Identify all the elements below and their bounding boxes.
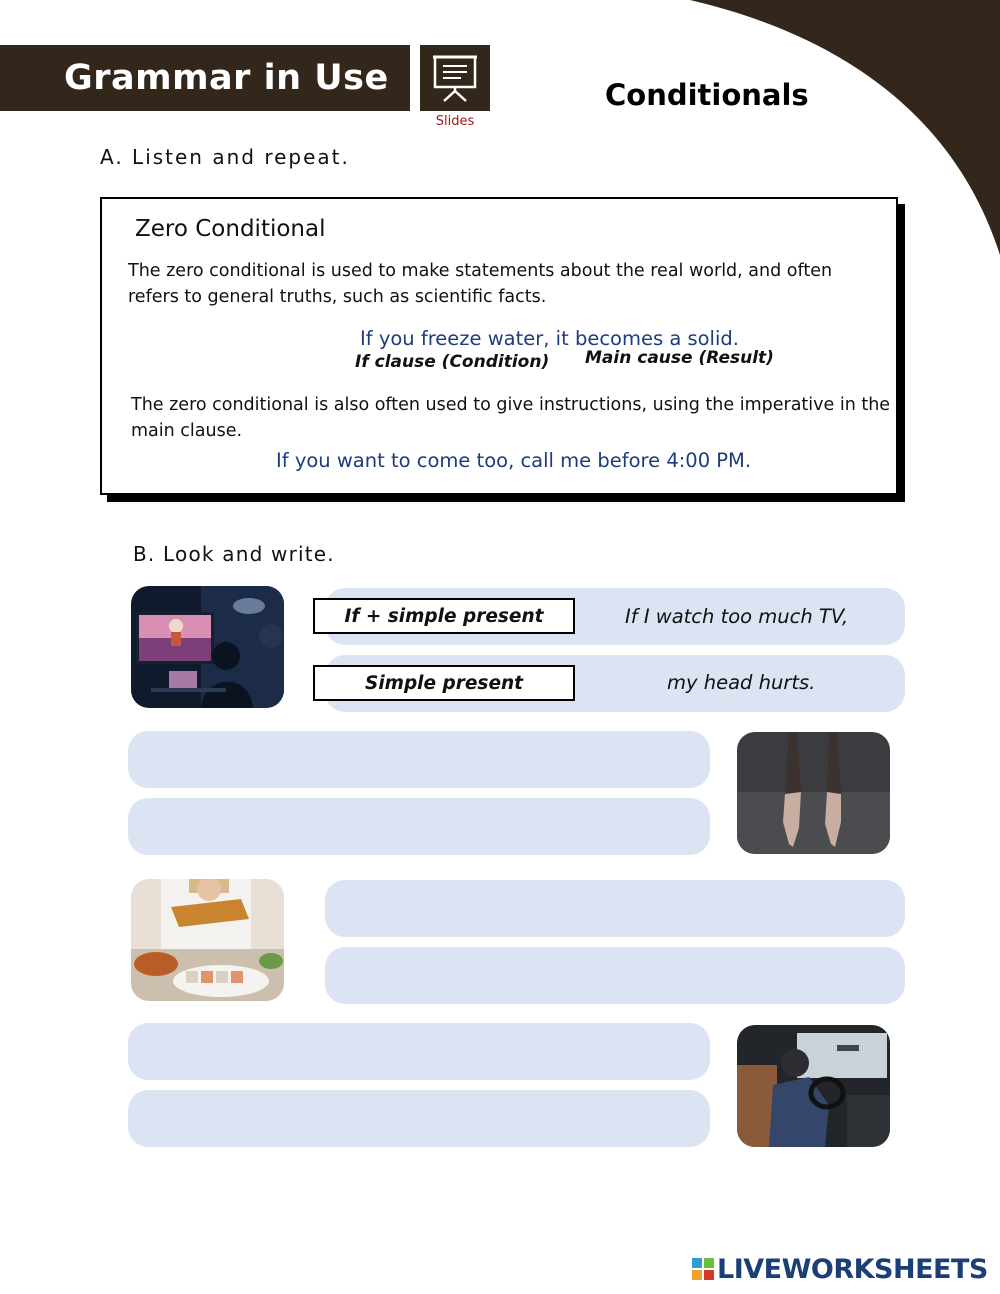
if-clause-label: If clause (Condition) — [355, 352, 550, 372]
example-sentence-1: If you freeze water, it becomes a solid. — [360, 327, 739, 350]
box-title: Zero Conditional — [135, 216, 326, 242]
section-a-heading: A. Listen and repeat. — [100, 145, 350, 169]
worksheet-title-text: Grammar in Use — [64, 58, 389, 98]
worksheet-title — [0, 45, 410, 111]
example-answer-if: If I watch too much TV, — [625, 605, 849, 628]
eating-food-photo — [131, 879, 284, 1001]
section-b-heading: B. Look and write. — [133, 542, 335, 566]
ballet-photo — [737, 732, 890, 854]
example-sentence-2: If you want to come too, call me before 4:00 PM. — [276, 449, 752, 472]
slides-label[interactable]: Slides — [435, 114, 475, 129]
liveworksheets-logo[interactable] — [692, 1254, 988, 1284]
simple-present-tag: Simple present — [313, 665, 575, 701]
answer-input-6[interactable] — [128, 1090, 710, 1147]
answer-input-4[interactable] — [325, 947, 905, 1004]
zero-conditional-box — [100, 197, 898, 495]
explanation-paragraph-2: The zero conditional is also often used to give instructions, using the imperative in the main clause. — [131, 395, 891, 441]
answer-input-5[interactable] — [128, 1023, 710, 1080]
liveworksheets-brand: LIVEWORKSHEETS — [717, 1253, 988, 1285]
slides-button[interactable] — [420, 45, 490, 111]
presentation-icon — [431, 53, 479, 103]
answer-input-2[interactable] — [128, 798, 710, 855]
explanation-paragraph-1: The zero conditional is used to make statements about the real world, and often refers to general truths, such as scientific facts. — [128, 261, 833, 307]
liveworksheets-logo-icon — [692, 1258, 714, 1280]
tv-watching-photo — [131, 586, 284, 708]
main-clause-label: Main cause (Result) — [585, 348, 774, 368]
example-answer-main: my head hurts. — [667, 671, 816, 694]
driving-photo — [737, 1025, 890, 1147]
answer-input-1[interactable] — [128, 731, 710, 788]
if-simple-present-tag: If + simple present — [313, 598, 575, 634]
answer-input-3[interactable] — [325, 880, 905, 937]
topic-heading: Conditionals — [605, 78, 809, 112]
